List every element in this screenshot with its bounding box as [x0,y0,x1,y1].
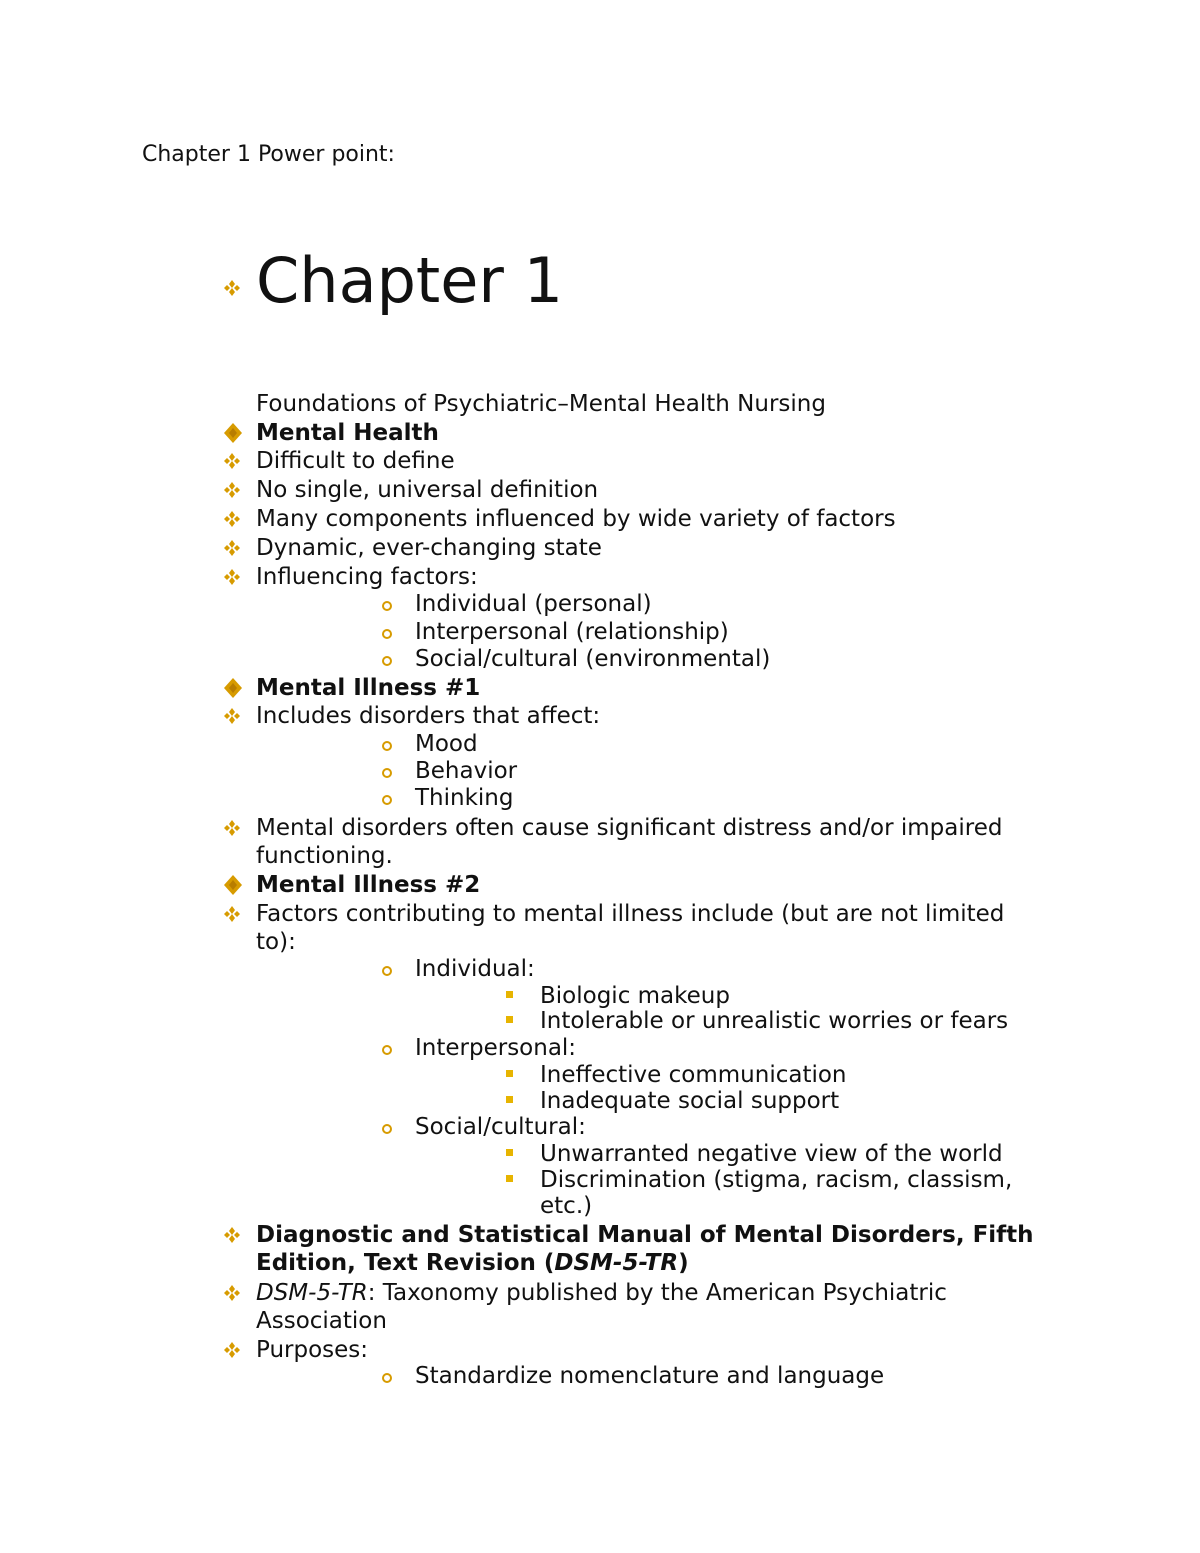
sub-list-item: Social/cultural (environmental) [382,646,770,673]
heading-dsm: Diagnostic and Statistical Manual of Mental Disorders, Fifth [224,1222,1034,1249]
list-item-continuation: Association [256,1308,387,1334]
four-diamond-icon [224,1342,240,1358]
list-item: Includes disorders that affect: [224,703,600,730]
four-diamond-icon [224,820,240,836]
four-diamond-icon [224,511,240,527]
square-icon [506,1175,513,1182]
square-icon [506,1070,513,1077]
sub-sub-list-item: Inadequate social support [506,1088,839,1115]
square-icon [506,991,513,998]
four-diamond-icon [224,1227,240,1243]
square-icon [506,1096,513,1103]
heading-mental-illness-2: Mental Illness #2 [224,872,480,899]
list-item: Influencing factors: [224,564,478,591]
list-item: Mental disorders often cause significant distress and/or impaired [224,815,1002,842]
slide-title: Chapter 1 [256,244,564,317]
sub-list-item: Thinking [382,785,513,812]
sub-sub-list-item: Ineffective communication [506,1062,847,1089]
hollow-circle-icon [382,1045,392,1055]
hollow-circle-icon [382,741,392,751]
hollow-circle-icon [382,629,392,639]
hollow-circle-icon [382,1373,392,1383]
heading-mental-illness-1: Mental Illness #1 [224,675,480,702]
four-diamond-icon [224,1285,240,1301]
list-item: Factors contributing to mental illness include (but are not limited [224,901,1004,928]
list-item: Purposes: [224,1337,368,1364]
hollow-circle-icon [382,768,392,778]
four-diamond-icon [224,569,240,585]
hollow-circle-icon [382,601,392,611]
sub-sub-list-item-continuation: etc.) [540,1193,593,1219]
four-diamond-icon [224,453,240,469]
square-icon [506,1149,513,1156]
sub-list-item: Mood [382,731,478,758]
sub-list-item: Interpersonal (relationship) [382,619,729,646]
sub-list-item: Social/cultural: [382,1114,586,1141]
filled-diamond-icon [224,875,242,895]
sub-list-item: Individual: [382,956,535,983]
four-diamond-icon [224,708,240,724]
sub-list-item: Interpersonal: [382,1035,576,1062]
heading-mental-health: Mental Health [224,420,439,447]
list-item: Dynamic, ever-changing state [224,535,602,562]
list-item: Many components influenced by wide variety of factors [224,506,896,533]
list-item: DSM-5-TR: Taxonomy published by the American Psychiatric [224,1280,947,1307]
sub-sub-list-item: Biologic makeup [506,983,730,1010]
sub-list-item: Individual (personal) [382,591,652,618]
list-item-continuation: to): [256,929,296,955]
heading-dsm-continuation: Edition, Text Revision (DSM-5-TR) [256,1250,689,1276]
four-diamond-icon [224,540,240,556]
filled-diamond-icon [224,678,242,698]
sub-sub-list-item: Intolerable or unrealistic worries or fears [506,1008,1008,1035]
four-diamond-icon [224,280,240,296]
hollow-circle-icon [382,966,392,976]
sub-sub-list-item: Discrimination (stigma, racism, classism, [506,1167,1012,1194]
list-item: Difficult to define [224,448,455,475]
four-diamond-icon [224,482,240,498]
list-item-continuation: functioning. [256,843,393,869]
hollow-circle-icon [382,1124,392,1134]
sub-list-item: Behavior [382,758,517,785]
hollow-circle-icon [382,656,392,666]
hollow-circle-icon [382,795,392,805]
list-item: No single, universal definition [224,477,598,504]
square-icon [506,1016,513,1023]
filled-diamond-icon [224,423,242,443]
sub-list-item: Standardize nomenclature and language [382,1363,884,1390]
document-header: Chapter 1 Power point: [142,142,395,167]
four-diamond-icon [224,906,240,922]
subtitle: Foundations of Psychiatric–Mental Health Nursing [256,391,826,417]
sub-sub-list-item: Unwarranted negative view of the world [506,1141,1003,1168]
